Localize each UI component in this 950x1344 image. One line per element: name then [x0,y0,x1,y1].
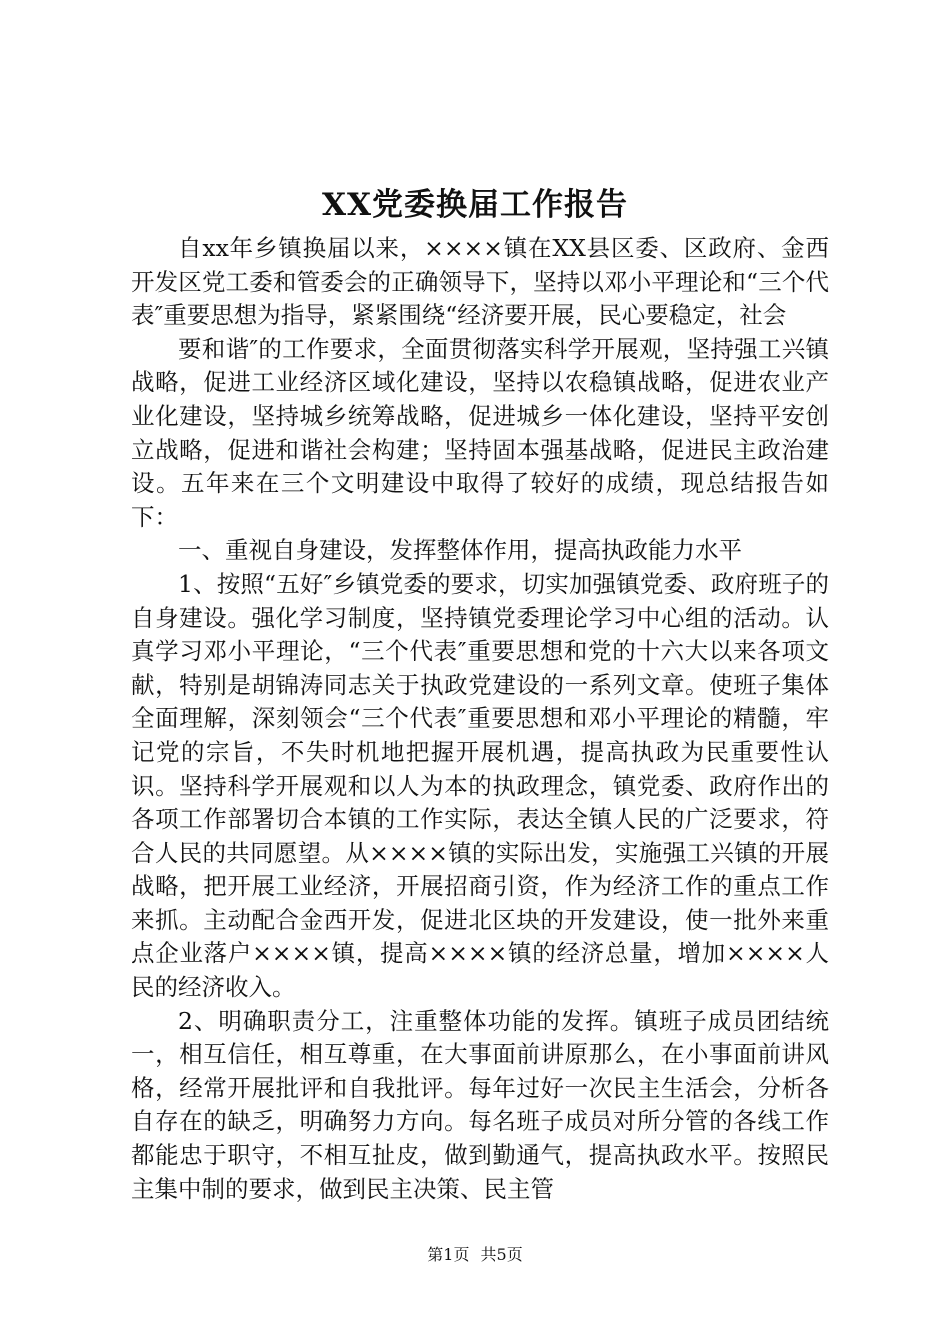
section-heading: 一、重视自身建设，发挥整体作用，提高执政能力水平 [178,536,742,565]
document-body [131,232,829,1206]
paragraph-intro: 自xx年乡镇换届以来，××××镇在XX县区委、区政府、金西开发区党工委和管委会的正确领导下，坚持以邓小平理论和“三个代表″重要思想为指导，紧紧围绕“经济要开展，民心要稳定，社会 [131,234,829,330]
paragraph-item-2: 2、明确职责分工，注重整体功能的发挥。镇班子成员团结统一，相互信任，相互尊重，在大事面前讲原那么，在小事面前讲风格，经常开展批评和自我批评。每年过好一次民主生活会，分析各自存在的缺乏，明确努力方向。每名班子成员对所分管的各线工作都能忠于职守，不相互扯皮，做到勤通气，提高执政水平。按照民主集中制的要求，做到民主决策、民主管 [131,1006,829,1203]
page-footer [0,1243,950,1267]
paragraph-item-1: 1、按照“五好″乡镇党委的要求，切实加强镇党委、政府班子的自身建设。强化学习制度，坚持镇党委理论学习中心组的活动。认真学习邓小平理论，“三个代表″重要思想和党的十六大以来各项文献，特别是胡锦涛同志关于执政党建设的一系列文章。使班子集体全面理解，深刻领会“三个代表″重要思想和邓小平理论的精髓，牢记党的宗旨，不失时机地把握开展机遇，提高执政为民重要性认识。坚持科学开展观和以人为本的执政理念，镇党委、政府作出的各项工作部署切合本镇的工作实际，表达全镇人民的广泛要求，符合人民的共同愿望。从××××镇的实际出发，实施强工兴镇的开展战略，把开展工业经济，开展招商引资，作为经济工作的重点工作来抓。主动配合金西开发，促进北区块的开发建设，使一批外来重点企业落户××××镇，提高××××镇的经济总量，增加××××人民的经济收入。 [131,569,829,1002]
paragraph-intro-continued: 要和谐″的工作要求，全面贯彻落实科学开展观，坚持强工兴镇战略，促进工业经济区域化建设，坚持以农稳镇战略，促进农业产业化建设，坚持城乡统筹战略，促进城乡一体化建设，坚持平安创立战略，促进和谐社会构建；坚持固本强基战略，促进民主政治建设。五年来在三个文明建设中取得了较好的成绩，现总结报告如下： [131,334,829,531]
page-number: 第1页 [427,1245,470,1264]
document-title: XX党委换届工作报告 [321,187,629,223]
page-total: 共5页 [480,1245,523,1264]
